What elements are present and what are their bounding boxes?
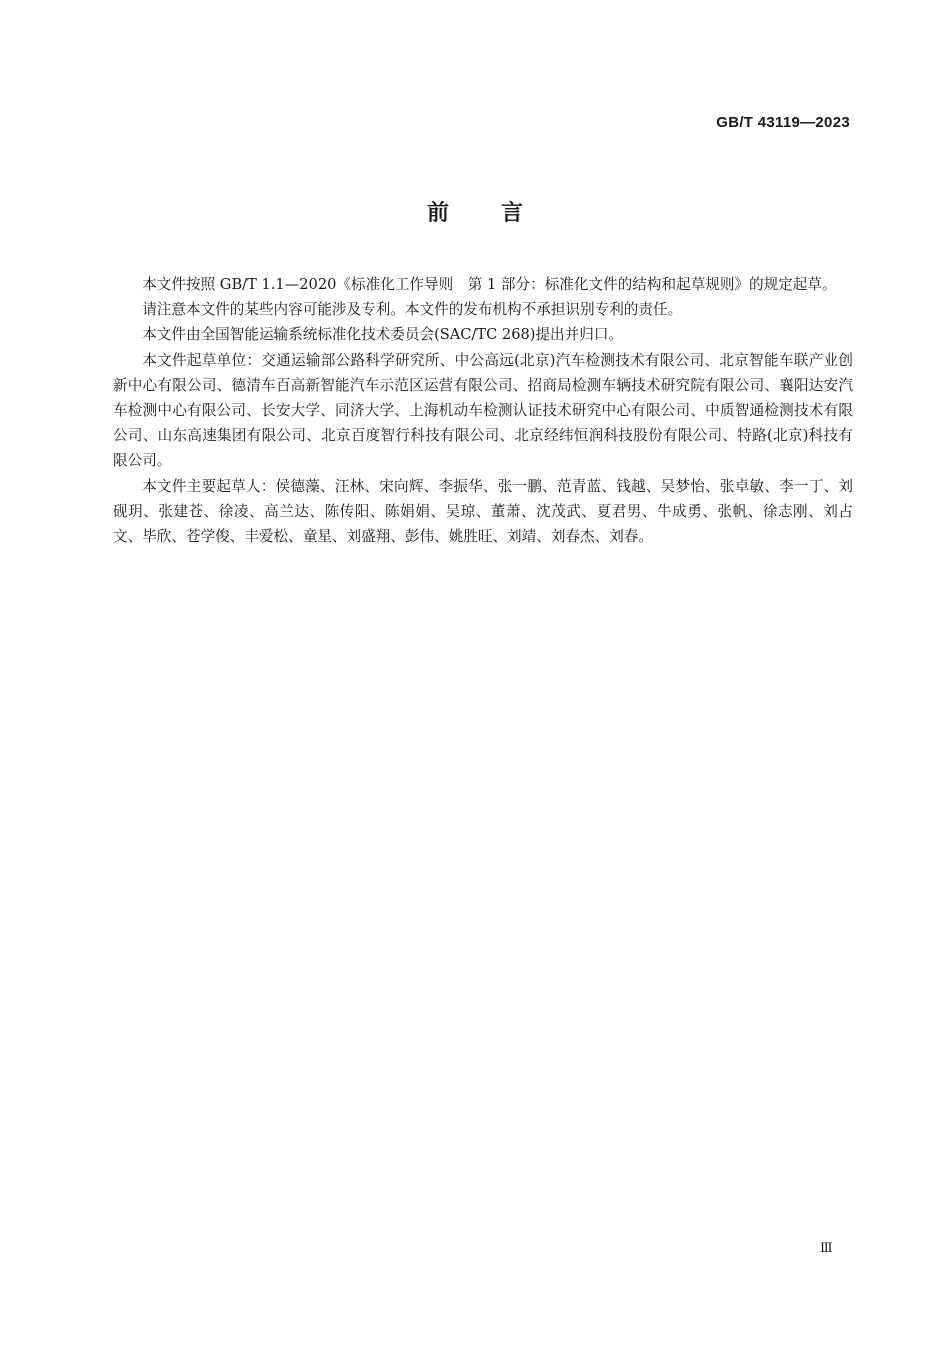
page-number: Ⅲ bbox=[820, 1240, 833, 1255]
standard-code: GB/T 43119—2023 bbox=[716, 114, 850, 131]
paragraph-drafting-rules: 本文件按照 GB/T 1.1—2020《标准化工作导则 第 1 部分：标准化文件的结构和起草规则》的规定起草。 bbox=[142, 276, 837, 293]
paragraph-patent-notice: 请注意本文件的某些内容可能涉及专利。本文件的发布机构不承担识别专利的责任。 bbox=[142, 301, 683, 319]
paragraph-drafters: 本文件主要起草人：侯德藻、汪林、宋向辉、李振华、张一鹏、范青蓝、钱越、吴梦怡、张卓敏、李一丁、刘砚玥、张建苍、徐凌、高兰达、陈传阳、陈娟娟、吴琼、董萧、沈茂武、夏君男、牛成勇、张帆、徐志刚、刘占文、毕欣、苍学俊、丰爱松、童星、刘盛翔、彭伟、姚胜旺、刘靖、刘春杰、刘春。 bbox=[113, 477, 853, 546]
paragraph-drafting-units: 本文件起草单位：交通运输部公路科学研究所、中公高远(北京)汽车检测技术有限公司、北京智能车联产业创新中心有限公司、德清车百高新智能汽车示范区运营有限公司、招商局检测车辆技术研究院有限公司、襄阳达安汽车检测中心有限公司、长安大学、同济大学、上海机动车检测认证技术研究中心有限公司、中质智通检测技术有限公司、山东高速集团有限公司、北京百度智行科技有限公司、北京经纬恒润科技股份有限公司、特路(北京)科技有限公司。 bbox=[113, 351, 853, 470]
page-title: 前言 bbox=[426, 201, 575, 226]
foreword-body bbox=[113, 272, 853, 549]
paragraph-proposer: 本文件由全国智能运输系统标准化技术委员会(SAC/TC 268)提出并归口。 bbox=[142, 326, 624, 344]
